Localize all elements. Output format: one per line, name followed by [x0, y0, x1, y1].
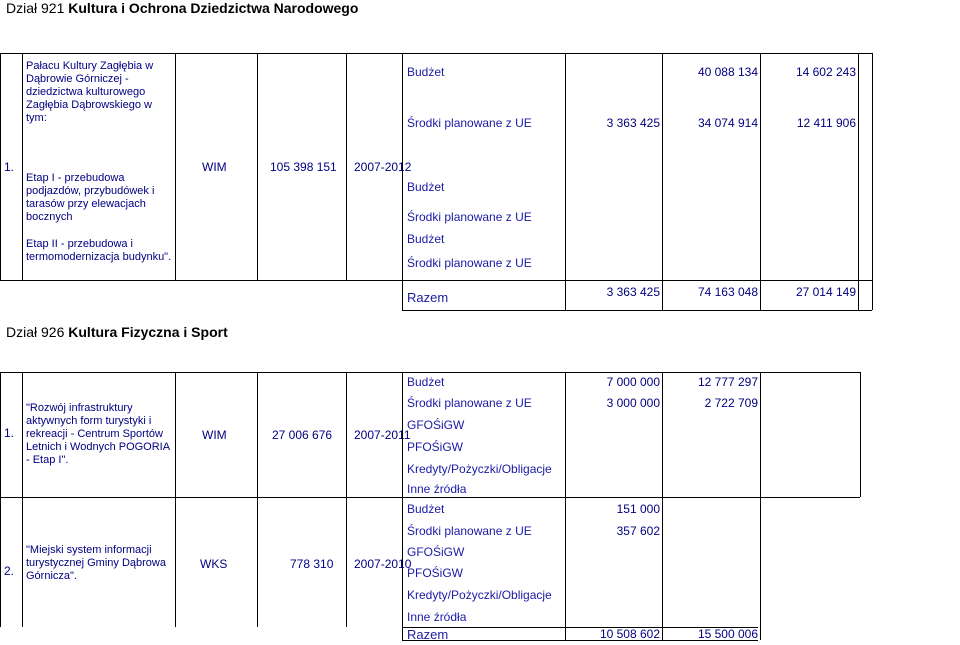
section1-label-budzet-1: Budżet — [407, 180, 445, 194]
project2-value: 778 310 — [290, 557, 334, 571]
project2-row-label: Kredyty/Pożyczki/Obligacje — [407, 588, 552, 602]
project2-number: 2. — [4, 564, 15, 578]
project2-row-label: Inne źródła — [407, 610, 467, 624]
project2-row-label: PFOŚiGW — [407, 566, 463, 580]
project2-row-label: GFOŚiGW — [407, 545, 465, 559]
project2-row-v1: 151 000 — [616, 502, 660, 516]
section1-total-v3: 27 014 149 — [795, 285, 856, 299]
project1-number: 1. — [4, 426, 15, 440]
intro-row-ue-v1: 3 363 425 — [606, 116, 660, 130]
intro-row-ue-label: Środki planowane z UE — [407, 116, 532, 130]
project1-name: "Rozwój infrastruktury aktywnych form turystyki i rekreacji - Centrum Sportów Letnich i Wodnych POGORIA - Etap I". — [26, 402, 170, 466]
project1-row-label: Budżet — [407, 375, 445, 389]
project1-row-label: GFOŚiGW — [407, 418, 465, 432]
project1-period: 2007-2011 — [354, 428, 411, 442]
project1-row-v1: 3 000 000 — [606, 396, 660, 410]
section1-label-budzet-2: Budżet — [407, 232, 445, 246]
project1-row-label: Kredyty/Pożyczki/Obligacje — [407, 462, 552, 476]
intro-row-budzet-v2: 40 088 134 — [697, 65, 758, 79]
section2-total-v1: 10 508 602 — [599, 627, 660, 641]
project1-row-label: Inne źródła — [407, 482, 467, 496]
section2-heading — [6, 324, 228, 340]
project2-row-v1: 357 602 — [616, 524, 660, 538]
section1-value: 105 398 151 — [270, 160, 337, 174]
section1-total-v2: 74 163 048 — [697, 285, 758, 299]
project2-period: 2007-2010 — [354, 557, 412, 571]
section1-etap1: Etap I - przebudowa podjazdów, przybudówek i tarasów przy elewacjach bocznych — [26, 172, 155, 223]
section1-heading-prefix: Dział 921 — [6, 0, 65, 16]
project1-row-v2: 2 722 709 — [704, 396, 758, 410]
section1-total-label: Razem — [407, 290, 449, 305]
section2-heading-title: Kultura Fizyczna i Sport — [68, 324, 228, 340]
project2-row-label: Środki planowane z UE — [407, 524, 532, 538]
section2-total-v2: 15 500 006 — [697, 627, 758, 641]
section1-etap2: Etap II - przebudowa i termomodernizacja budynku". — [26, 238, 172, 263]
section2-total-label: Razem — [407, 627, 449, 642]
section1-heading — [6, 0, 358, 16]
section2-heading-prefix: Dział 926 — [6, 324, 65, 340]
intro-row-ue-v2: 34 074 914 — [697, 116, 758, 130]
project1-value: 27 006 676 — [272, 428, 333, 442]
intro-row-ue-v3: 12 411 906 — [796, 116, 856, 130]
project1-row-label: Środki planowane z UE — [407, 396, 532, 410]
project1-unit: WIM — [202, 428, 227, 442]
section1-period: 2007-2012 — [354, 160, 412, 174]
project2-row-label: Budżet — [407, 502, 445, 516]
section1-total-v1: 3 363 425 — [606, 285, 660, 299]
section1-label-ue-2: Środki planowane z UE — [407, 256, 532, 270]
section1-heading-title: Kultura i Ochrona Dziedzictwa Narodowego — [68, 0, 359, 16]
section1-project-number: 1. — [4, 160, 15, 174]
project2-name: "Miejski system informacji turystycznej Gminy Dąbrowa Górnicza". — [26, 544, 166, 582]
project1-row-v1: 7 000 000 — [606, 375, 660, 389]
intro-row-budzet-label: Budżet — [407, 65, 445, 79]
project2-unit: WKS — [200, 557, 228, 571]
section1-label-ue-1: Środki planowane z UE — [407, 210, 532, 224]
section1-intro-name: Pałacu Kultury Zagłębia w Dąbrowie Górniczej - dziedzictwa kulturowego Zagłębia Dąbrowskiego w tym: — [26, 60, 154, 124]
intro-row-budzet-v3: 14 602 243 — [795, 65, 856, 79]
project1-row-label: PFOŚiGW — [407, 440, 463, 454]
project1-row-v2: 12 777 297 — [697, 375, 758, 389]
section1-unit: WIM — [202, 160, 227, 174]
